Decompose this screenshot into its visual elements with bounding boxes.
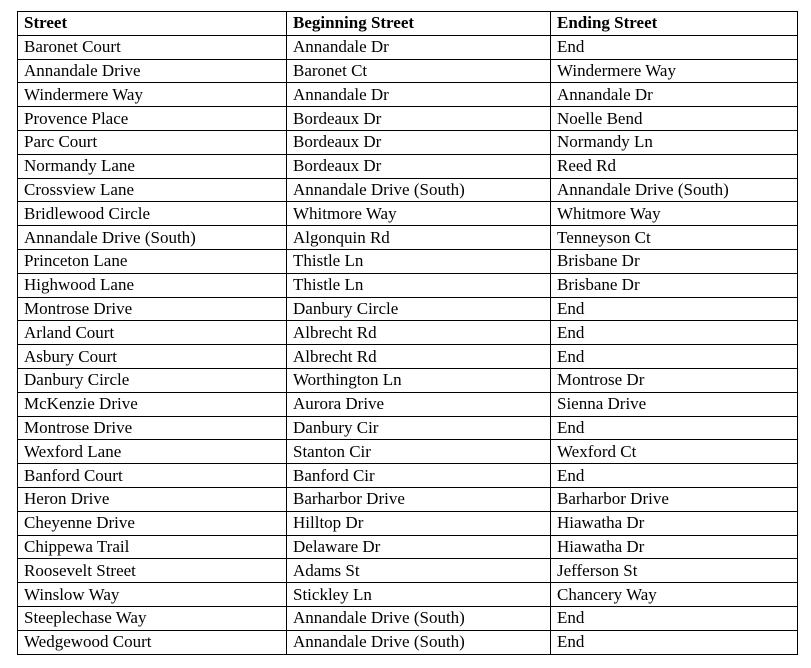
table-row — [18, 249, 798, 273]
table-row — [18, 368, 798, 392]
cell-ending-street: Normandy Ln — [551, 130, 798, 154]
cell-beginning-street: Annandale Dr — [287, 35, 551, 59]
cell-ending-street: Windermere Way — [551, 59, 798, 83]
cell-street: Bridlewood Circle — [18, 202, 287, 226]
cell-street: Annandale Drive — [18, 59, 287, 83]
table-row — [18, 273, 798, 297]
cell-ending-street: Hiawatha Dr — [551, 511, 798, 535]
cell-ending-street: End — [551, 606, 798, 630]
cell-ending-street: Brisbane Dr — [551, 273, 798, 297]
cell-beginning-street: Stickley Ln — [287, 583, 551, 607]
cell-ending-street: End — [551, 416, 798, 440]
cell-beginning-street: Whitmore Way — [287, 202, 551, 226]
cell-street: Heron Drive — [18, 487, 287, 511]
cell-street: Wexford Lane — [18, 440, 287, 464]
cell-beginning-street: Danbury Circle — [287, 297, 551, 321]
cell-beginning-street: Albrecht Rd — [287, 345, 551, 369]
cell-street: Normandy Lane — [18, 154, 287, 178]
cell-beginning-street: Thistle Ln — [287, 249, 551, 273]
cell-beginning-street: Banford Cir — [287, 464, 551, 488]
cell-ending-street: Brisbane Dr — [551, 249, 798, 273]
cell-street: Asbury Court — [18, 345, 287, 369]
cell-beginning-street: Annandale Dr — [287, 83, 551, 107]
table-header — [18, 12, 798, 36]
cell-ending-street: End — [551, 345, 798, 369]
table-row — [18, 345, 798, 369]
cell-ending-street: End — [551, 297, 798, 321]
cell-ending-street: Jefferson St — [551, 559, 798, 583]
table-row — [18, 535, 798, 559]
cell-beginning-street: Baronet Ct — [287, 59, 551, 83]
cell-beginning-street: Stanton Cir — [287, 440, 551, 464]
table-row — [18, 511, 798, 535]
cell-street: Crossview Lane — [18, 178, 287, 202]
street-table — [17, 11, 798, 655]
cell-ending-street: End — [551, 464, 798, 488]
cell-beginning-street: Bordeaux Dr — [287, 107, 551, 131]
cell-ending-street: Whitmore Way — [551, 202, 798, 226]
cell-ending-street: Reed Rd — [551, 154, 798, 178]
cell-ending-street: End — [551, 321, 798, 345]
header-street: Street — [18, 12, 287, 36]
cell-beginning-street: Hilltop Dr — [287, 511, 551, 535]
cell-street: Banford Court — [18, 464, 287, 488]
cell-street: Danbury Circle — [18, 368, 287, 392]
cell-beginning-street: Algonquin Rd — [287, 226, 551, 250]
cell-ending-street: Wexford Ct — [551, 440, 798, 464]
cell-beginning-street: Adams St — [287, 559, 551, 583]
cell-street: Baronet Court — [18, 35, 287, 59]
cell-beginning-street: Delaware Dr — [287, 535, 551, 559]
cell-ending-street: Sienna Drive — [551, 392, 798, 416]
table-row — [18, 321, 798, 345]
cell-ending-street: Annandale Dr — [551, 83, 798, 107]
cell-ending-street: Tenneyson Ct — [551, 226, 798, 250]
cell-beginning-street: Albrecht Rd — [287, 321, 551, 345]
cell-street: Cheyenne Drive — [18, 511, 287, 535]
cell-ending-street: Chancery Way — [551, 583, 798, 607]
cell-street: Chippewa Trail — [18, 535, 287, 559]
table-row — [18, 392, 798, 416]
table-row — [18, 559, 798, 583]
cell-street: Wedgewood Court — [18, 630, 287, 654]
cell-street: Winslow Way — [18, 583, 287, 607]
cell-street: Montrose Drive — [18, 416, 287, 440]
table-row — [18, 583, 798, 607]
cell-beginning-street: Bordeaux Dr — [287, 130, 551, 154]
cell-ending-street: Hiawatha Dr — [551, 535, 798, 559]
table-row — [18, 35, 798, 59]
cell-street: Highwood Lane — [18, 273, 287, 297]
cell-street: Arland Court — [18, 321, 287, 345]
header-row — [18, 12, 798, 36]
table-row — [18, 202, 798, 226]
cell-street: Parc Court — [18, 130, 287, 154]
cell-beginning-street: Annandale Drive (South) — [287, 606, 551, 630]
table-row — [18, 440, 798, 464]
table-row — [18, 107, 798, 131]
table-row — [18, 464, 798, 488]
cell-beginning-street: Aurora Drive — [287, 392, 551, 416]
table-row — [18, 630, 798, 654]
cell-ending-street: Barharbor Drive — [551, 487, 798, 511]
table-row — [18, 59, 798, 83]
table-row — [18, 154, 798, 178]
header-beginning-street: Beginning Street — [287, 12, 551, 36]
table-row — [18, 487, 798, 511]
cell-street: Roosevelt Street — [18, 559, 287, 583]
header-ending-street: Ending Street — [551, 12, 798, 36]
cell-ending-street: Noelle Bend — [551, 107, 798, 131]
cell-beginning-street: Worthington Ln — [287, 368, 551, 392]
cell-street: Provence Place — [18, 107, 287, 131]
cell-street: Windermere Way — [18, 83, 287, 107]
table-row — [18, 83, 798, 107]
table-row — [18, 178, 798, 202]
cell-ending-street: End — [551, 35, 798, 59]
table-row — [18, 606, 798, 630]
cell-street: Steeplechase Way — [18, 606, 287, 630]
table-row — [18, 416, 798, 440]
cell-street: Annandale Drive (South) — [18, 226, 287, 250]
table-row — [18, 297, 798, 321]
table-row — [18, 130, 798, 154]
cell-beginning-street: Bordeaux Dr — [287, 154, 551, 178]
street-table-container — [17, 11, 798, 655]
cell-street: Montrose Drive — [18, 297, 287, 321]
cell-street: McKenzie Drive — [18, 392, 287, 416]
table-row — [18, 226, 798, 250]
cell-beginning-street: Annandale Drive (South) — [287, 178, 551, 202]
cell-beginning-street: Barharbor Drive — [287, 487, 551, 511]
cell-beginning-street: Annandale Drive (South) — [287, 630, 551, 654]
table-body — [18, 35, 798, 654]
cell-beginning-street: Thistle Ln — [287, 273, 551, 297]
cell-ending-street: End — [551, 630, 798, 654]
cell-ending-street: Montrose Dr — [551, 368, 798, 392]
cell-beginning-street: Danbury Cir — [287, 416, 551, 440]
cell-street: Princeton Lane — [18, 249, 287, 273]
cell-ending-street: Annandale Drive (South) — [551, 178, 798, 202]
